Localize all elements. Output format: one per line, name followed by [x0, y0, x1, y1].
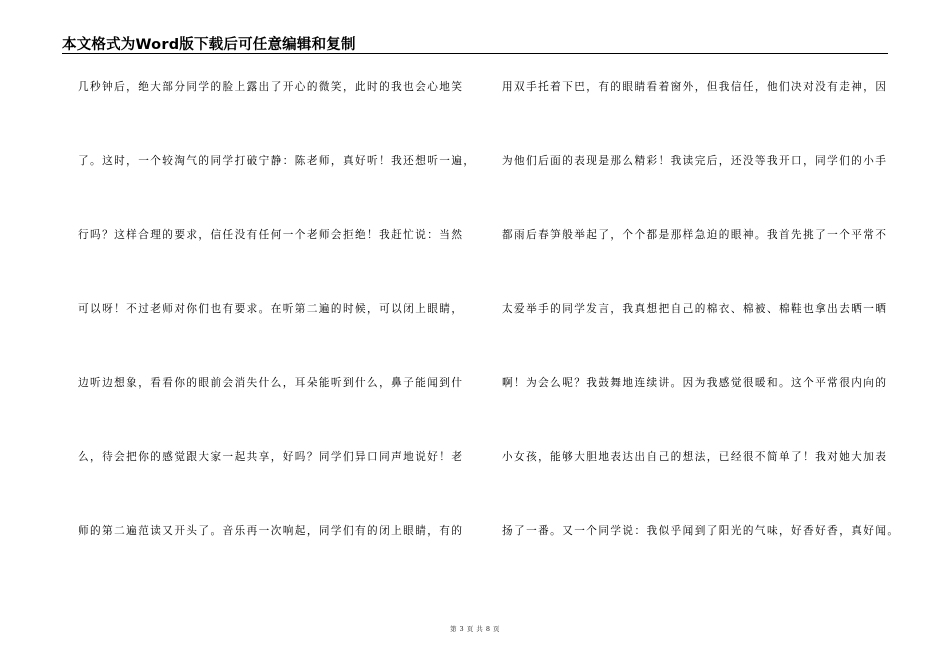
- page-header-title: 本文格式为Word版下载后可任意编辑和复制: [62, 37, 356, 53]
- text-line: 了。这时，一个较淘气的同学打破宁静：陈老师，真好听！我还想听一遍，: [78, 155, 476, 167]
- text-line: 几秒钟后，绝大部分同学的脸上露出了开心的微笑，此时的我也会心地笑: [78, 81, 464, 93]
- text-line: 么，待会把你的感觉跟大家一起共享，好吗？同学们异口同声地说好！老: [78, 451, 464, 463]
- text-line: 可以呀！不过老师对你们也有要求。在听第二遍的时候，可以闭上眼睛，: [78, 303, 464, 315]
- page-number: 第 3 页 共 8 页: [449, 625, 501, 633]
- text-line: 太爱举手的同学发言，我真想把自己的棉衣、棉被、棉鞋也拿出去晒一晒: [502, 303, 888, 315]
- header-divider: [62, 53, 888, 54]
- text-line: 啊！为会么呢？我鼓舞地连续讲。因为我感觉很暖和。这个平常很内向的: [502, 377, 888, 389]
- text-line: 师的第二遍范读又开头了。音乐再一次响起，同学们有的闭上眼睛，有的: [78, 525, 464, 537]
- text-line: 都雨后春笋般举起了，个个都是那样急迫的眼神。我首先挑了一个平常不: [502, 229, 888, 241]
- text-line: 行吗？这样合理的要求，信任没有任何一个老师会拒绝！我赶忙说：当然: [78, 229, 464, 241]
- text-line: 为他们后面的表现是那么精彩！我读完后，还没等我开口，同学们的小手: [502, 155, 888, 167]
- text-line: 边听边想象，看看你的眼前会消失什么，耳朵能听到什么，鼻子能闻到什: [78, 377, 464, 389]
- text-line: 用双手托着下巴，有的眼睛看着窗外，但我信任，他们决对没有走神，因: [502, 81, 888, 93]
- text-line: 扬了一番。又一个同学说：我似乎闻到了阳光的气味，好香好香，真好闻。: [502, 525, 900, 537]
- text-line: 小女孩，能够大胆地表达出自己的想法，已经很不简单了！我对她大加表: [502, 451, 888, 463]
